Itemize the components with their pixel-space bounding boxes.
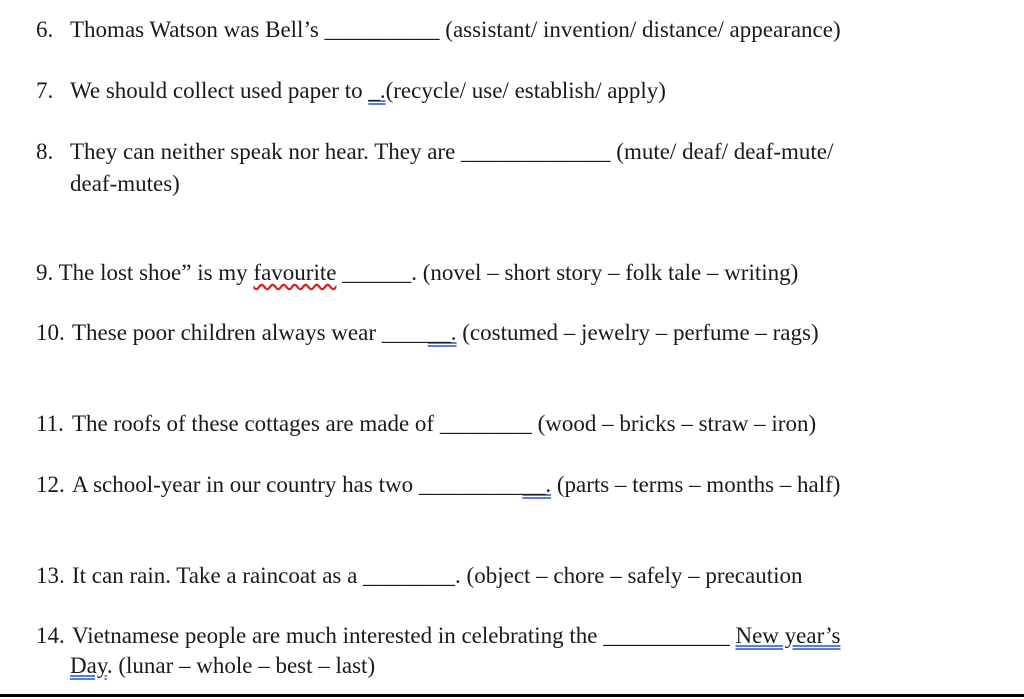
question-text-continued xyxy=(70,652,375,680)
options-text: (parts – terms – months – half) xyxy=(551,472,841,497)
question-text: They can neither speak nor hear. They are _____________ (mute/ deaf/ deaf-mute/ xyxy=(70,139,834,164)
page-bottom-border xyxy=(0,694,1024,697)
question-text: It can rain. Take a raincoat as a ________. (object – chore – safely – precaution xyxy=(72,563,803,588)
question-text: The roofs of these cottages are made of ________ (wood – bricks – straw – iron) xyxy=(72,411,817,436)
question-text-part: These poor children always wear ____ xyxy=(72,320,428,345)
question-number: 14. xyxy=(36,623,65,648)
question-text: Thomas Watson was Bell’s __________ (assistant/ invention/ distance/ appearance) xyxy=(70,17,841,42)
question-text xyxy=(70,77,666,105)
question-number: 6. xyxy=(36,17,54,42)
blank-marker: _. xyxy=(368,78,386,103)
underlined-phrase: New year’s xyxy=(735,623,841,648)
question-number: 8. xyxy=(36,139,54,164)
question-text-continued: deaf-mutes) xyxy=(70,171,180,196)
options-text: . (lunar – whole – best – last) xyxy=(106,653,376,678)
question-text-part: 9. The lost shoe” is my xyxy=(36,260,254,285)
question-text-part: We should collect used paper to xyxy=(70,78,369,103)
question-number: 13. xyxy=(36,563,65,588)
question-text xyxy=(36,259,798,287)
question-number: 10. xyxy=(36,320,65,345)
question-text-part: A school-year in our country has two _________ xyxy=(72,472,523,497)
underlined-phrase: Day xyxy=(70,653,107,678)
question-number: 11. xyxy=(36,411,64,436)
question-text xyxy=(72,471,840,499)
question-number: 12. xyxy=(36,472,65,497)
options-text: (recycle/ use/ establish/ apply) xyxy=(385,78,666,103)
question-number: 7. xyxy=(36,78,54,103)
question-text xyxy=(72,622,840,650)
question-text-part: ______. (novel – short story – folk tale – writing) xyxy=(336,260,799,285)
question-text-part: Vietnamese people are much interested in celebrating the ___________ xyxy=(72,623,736,648)
blank-marker: __. xyxy=(522,472,552,497)
blank-marker: __. xyxy=(427,320,457,345)
question-text xyxy=(72,319,819,347)
options-text: (costumed – jewelry – perfume – rags) xyxy=(456,320,819,345)
misspelled-word: favourite xyxy=(253,260,337,285)
